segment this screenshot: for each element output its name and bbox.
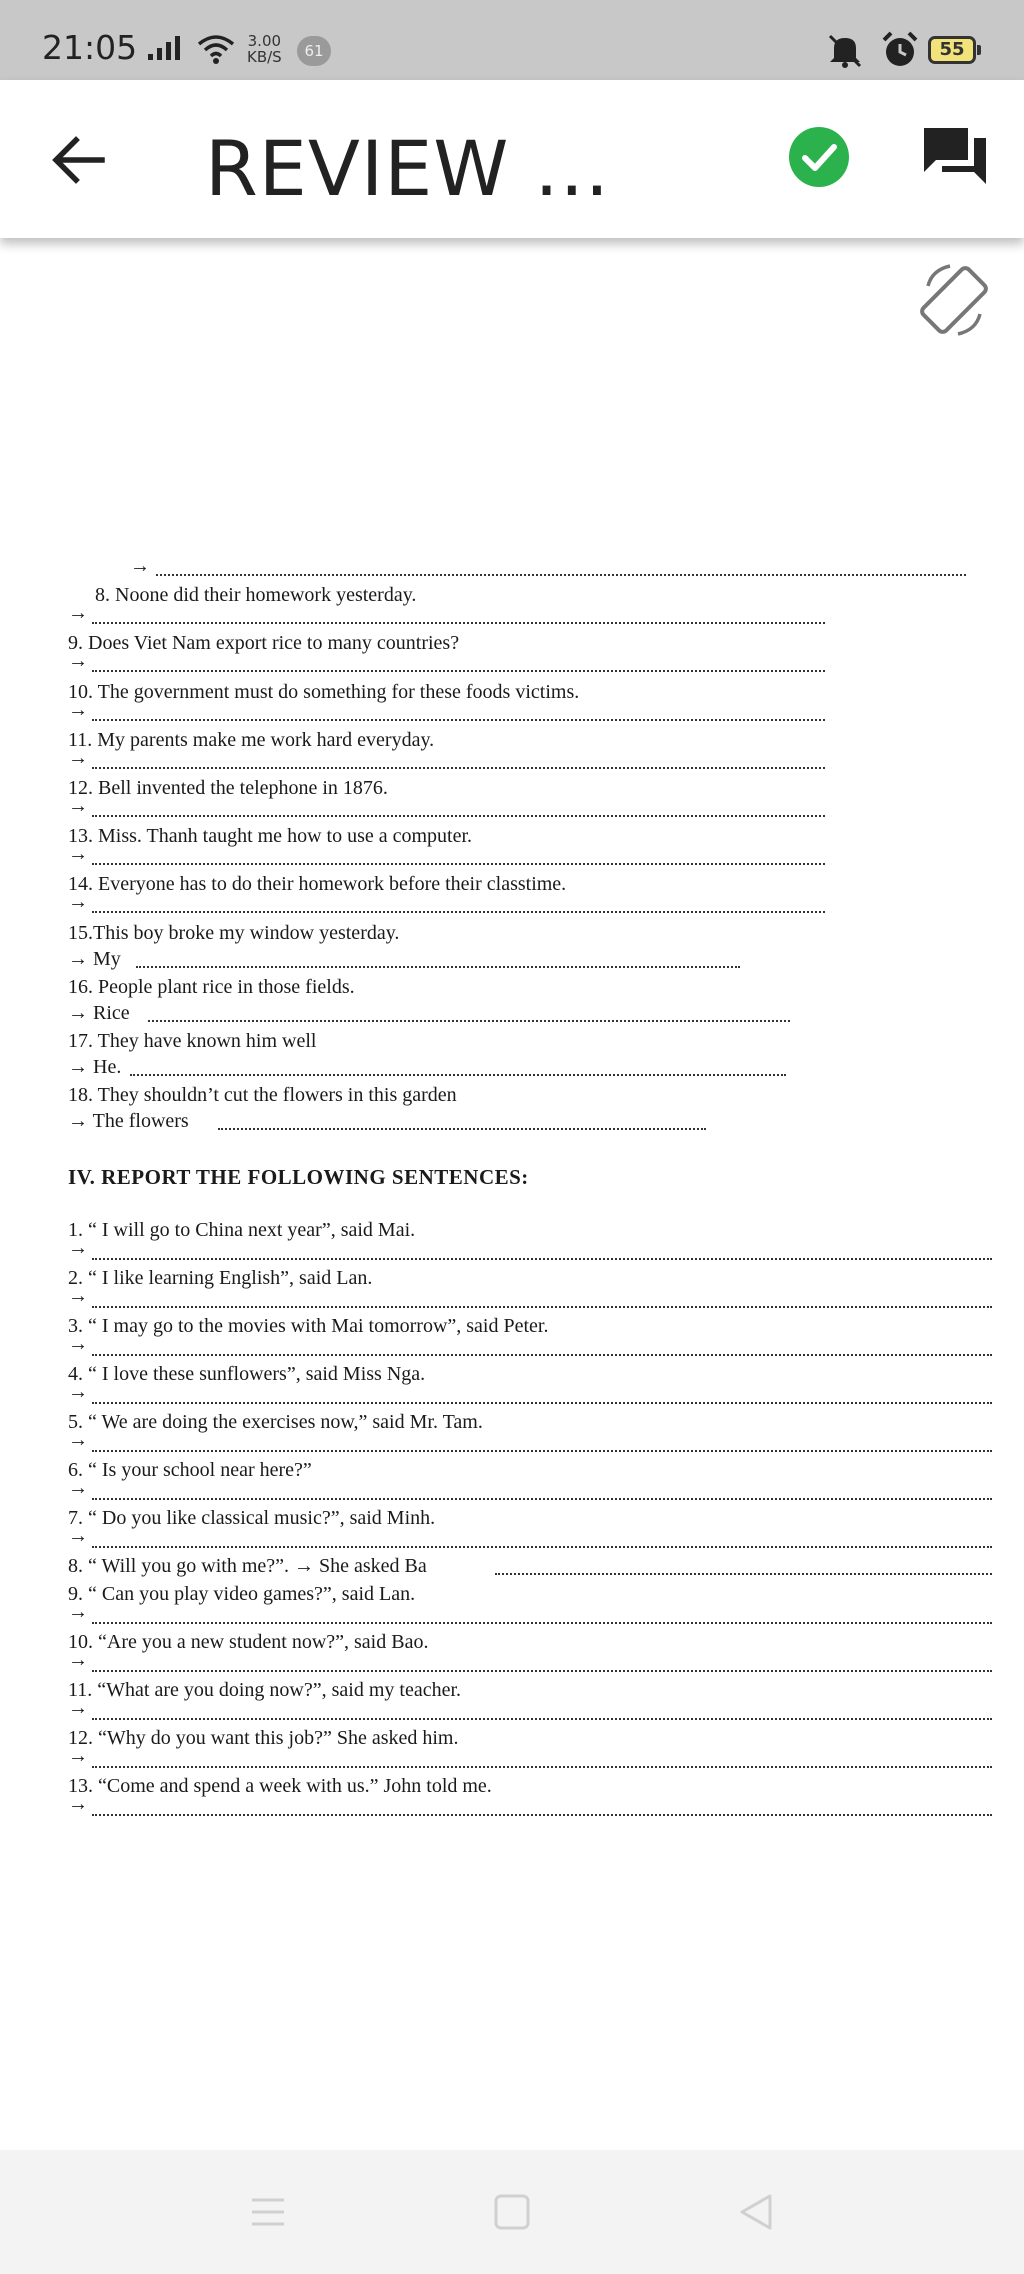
answer-line — [92, 1306, 992, 1308]
answer-arrow: → — [68, 650, 88, 672]
answer-arrow: → — [68, 1237, 88, 1259]
answer-line — [92, 1450, 992, 1452]
answer-arrow: → — [68, 1333, 88, 1355]
question-line: 2. “ I like learning English”, said Lan. — [68, 1267, 373, 1289]
answer-prompt: → The flowers — [68, 1110, 189, 1132]
status-bar — [0, 0, 1024, 80]
answer-arrow: → — [68, 1381, 88, 1403]
status-time: 21:05 — [42, 28, 138, 67]
system-nav-bar — [0, 2150, 1024, 2274]
question-line: 10. “Are you a new student now?”, said Bao. — [68, 1631, 429, 1653]
answer-line — [92, 1546, 992, 1548]
answer-line — [92, 670, 825, 672]
question-line: 9. “ Can you play video games?”, said Lan. — [68, 1583, 416, 1605]
question-line: 13. “Come and spend a week with us.” John told me. — [68, 1775, 492, 1797]
answer-line — [156, 574, 966, 576]
answer-line — [136, 966, 740, 968]
net-speed-unit: KB/S — [247, 48, 282, 66]
worksheet-document — [0, 540, 1024, 1815]
question-line: 5. “ We are doing the exercises now,” said Mr. Tam. — [68, 1411, 483, 1433]
question-line: 10. The government must do something for these foods victims. — [68, 681, 580, 703]
answer-arrow: → — [68, 1745, 88, 1767]
answer-arrow: → — [68, 1525, 88, 1547]
answer-prompt: → Rice — [68, 1002, 130, 1024]
answer-line — [92, 1354, 992, 1356]
answer-prompt: → My — [68, 948, 121, 970]
question-line: 8. Noone did their homework yesterday. — [95, 584, 417, 606]
answer-arrow: → — [68, 891, 88, 913]
answer-line — [92, 911, 825, 913]
net-speed-value: 3.00 — [247, 32, 282, 50]
question-line: 13. Miss. Thanh taught me how to use a computer. — [68, 825, 473, 847]
back-arrow-icon[interactable] — [48, 132, 112, 188]
question-line: 11. “What are you doing now?”, said my teacher. — [68, 1679, 462, 1701]
mute-icon — [822, 30, 868, 70]
section-heading: IV. REPORT THE FOLLOWING SENTENCES: — [68, 1165, 529, 1189]
wifi-icon — [196, 32, 236, 66]
answer-arrow: → — [68, 1793, 88, 1815]
check-circle-icon[interactable] — [788, 126, 850, 188]
question-line: 7. “ Do you like classical music?”, said Minh. — [68, 1507, 436, 1529]
app-bar — [0, 80, 1024, 238]
answer-line — [92, 1670, 992, 1672]
answer-arrow: → — [68, 1477, 88, 1499]
answer-arrow: → — [68, 843, 88, 865]
answer-line — [218, 1128, 706, 1130]
answer-line — [92, 815, 825, 817]
chat-icon[interactable] — [922, 124, 988, 188]
answer-arrow: → — [68, 1649, 88, 1671]
question-line: 14. Everyone has to do their homework before their classtime. — [68, 873, 567, 895]
screen-rotate-icon[interactable] — [916, 262, 992, 338]
answer-line — [495, 1573, 992, 1575]
question-line: 11. My parents make me work hard everyday. — [68, 729, 435, 751]
answer-line — [92, 1622, 992, 1624]
answer-line — [92, 1766, 992, 1768]
answer-line — [92, 863, 825, 865]
menu-lines-icon[interactable] — [246, 2190, 290, 2234]
answer-arrow: → — [68, 1601, 88, 1623]
question-line: 3. “ I may go to the movies with Mai tomorrow”, said Peter. — [68, 1315, 549, 1337]
answer-line — [92, 1402, 992, 1404]
question-line: 6. “ Is your school near here?” — [68, 1459, 312, 1481]
alarm-icon — [880, 30, 920, 70]
question-line: 1. “ I will go to China next year”, said Mai. — [68, 1219, 416, 1241]
back-triangle-icon[interactable] — [734, 2190, 778, 2234]
answer-arrow: → — [68, 747, 88, 769]
notification-badge: 61 — [297, 36, 331, 66]
answer-line — [92, 622, 825, 624]
answer-line — [92, 1814, 992, 1816]
question-line: 15.This boy broke my window yesterday. — [68, 922, 400, 944]
answer-line — [92, 1498, 992, 1500]
question-line: 8. “ Will you go with me?”. → She asked Ba — [68, 1555, 427, 1577]
battery-icon: 55 — [928, 36, 976, 64]
answer-line — [130, 1074, 786, 1076]
answer-line — [92, 1718, 992, 1720]
home-square-icon[interactable] — [490, 2190, 534, 2234]
answer-arrow: → — [68, 1429, 88, 1451]
answer-line — [92, 719, 825, 721]
net-speed — [247, 33, 282, 65]
signal-icon — [146, 32, 186, 64]
question-line: 16. People plant rice in those fields. — [68, 976, 355, 998]
answer-arrow: → — [68, 699, 88, 721]
answer-line — [92, 1258, 992, 1260]
answer-prompt: → He. — [68, 1056, 122, 1078]
answer-arrow: → — [68, 1697, 88, 1719]
answer-arrow: → — [68, 795, 88, 817]
answer-arrow: → — [130, 555, 150, 577]
page-title: REVIEW ... — [205, 124, 611, 213]
question-line: 4. “ I love these sunflowers”, said Miss Nga. — [68, 1363, 426, 1385]
question-line: 12. Bell invented the telephone in 1876. — [68, 777, 388, 799]
answer-arrow: → — [68, 602, 88, 624]
question-line: 17. They have known him well — [68, 1030, 317, 1052]
answer-line — [148, 1020, 790, 1022]
question-line: 18. They shouldn’t cut the flowers in this garden — [68, 1084, 457, 1106]
answer-line — [92, 767, 825, 769]
question-line: 9. Does Viet Nam export rice to many countries? — [68, 632, 460, 654]
question-line: 12. “Why do you want this job?” She asked him. — [68, 1727, 459, 1749]
answer-arrow: → — [68, 1285, 88, 1307]
